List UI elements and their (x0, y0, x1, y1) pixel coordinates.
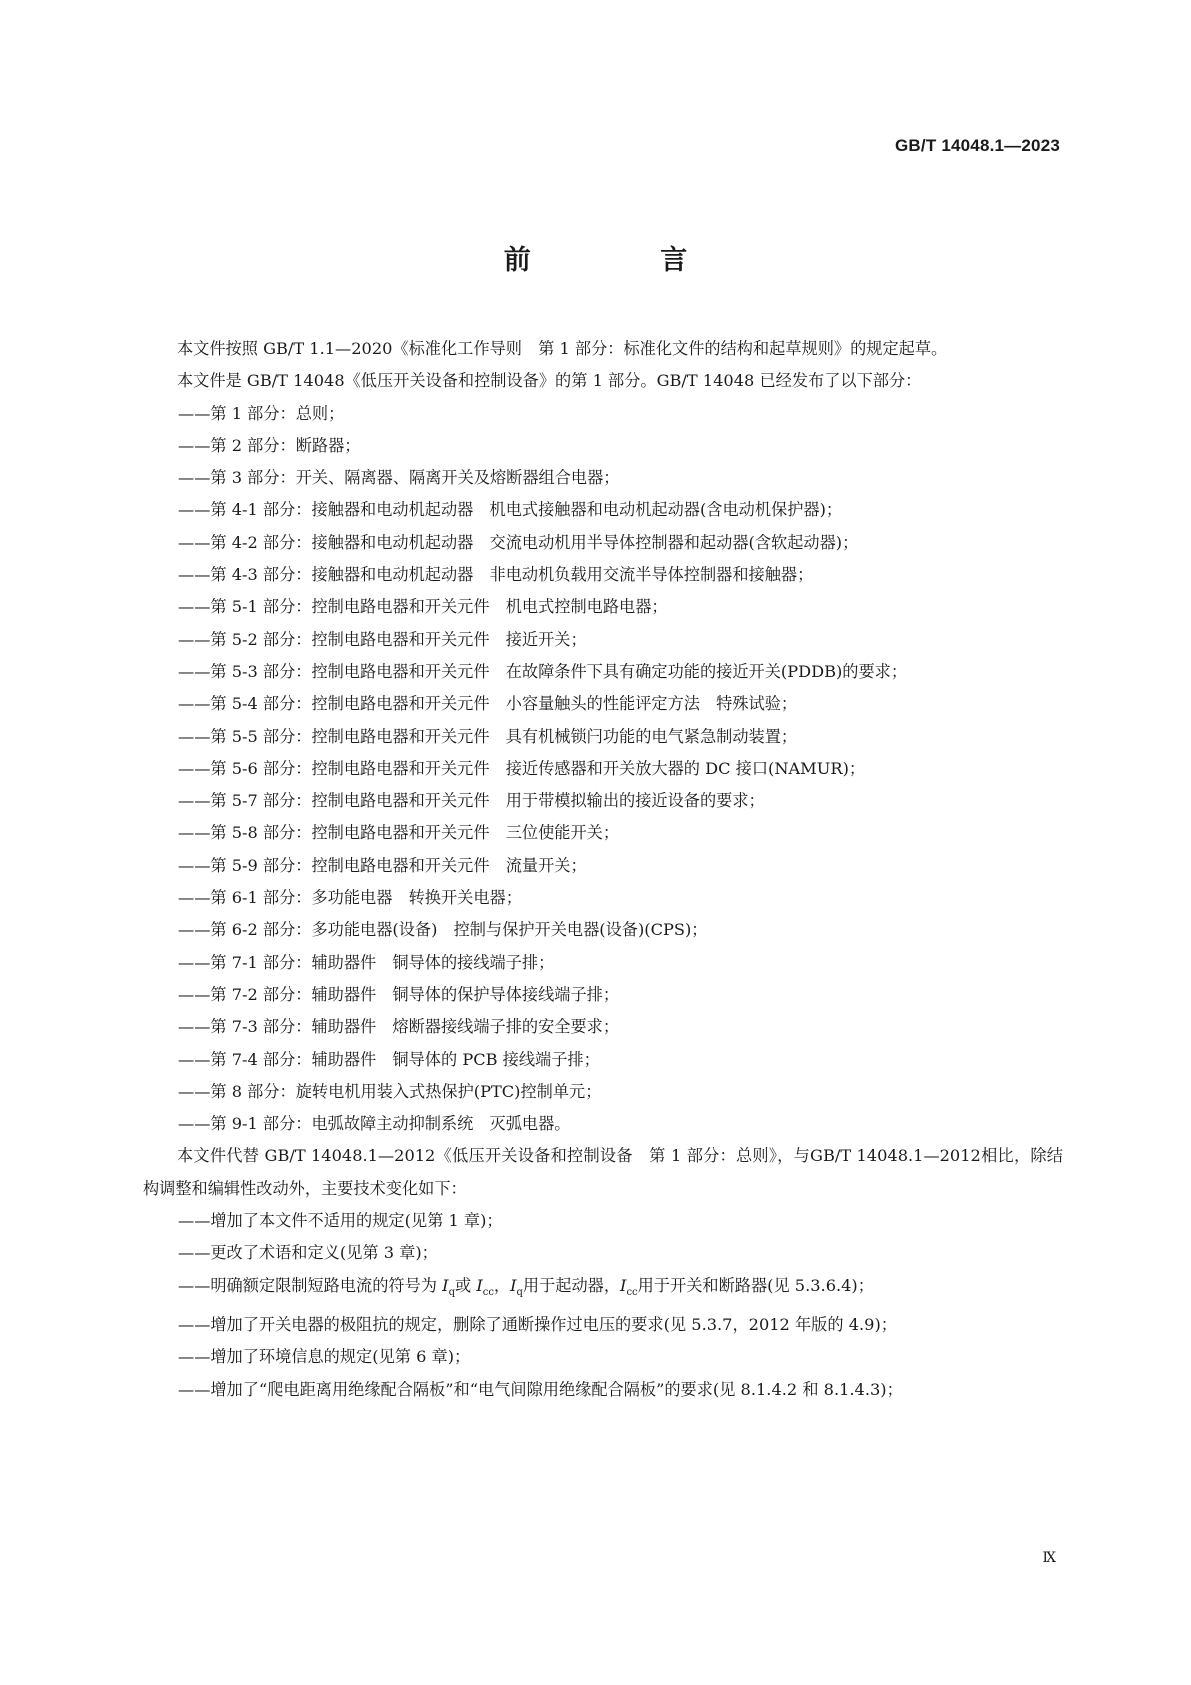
list-item: ——第 7-3 部分：辅助器件 熔断器接线端子排的安全要求； (178, 1017, 620, 1037)
symbol: I (620, 1275, 627, 1295)
paragraph: 本文件代替 GB/T 14048.1—2012《低压开关设备和控制设备 第 1 部分：总则》，与GB/T 14048.1—2012相比，除结构调整和编辑性改动外，主要技术变化如下： (143, 1146, 1063, 1198)
list-item: ——增加了开关电器的极阻抗的规定，删除了通断操作过电压的要求(见 5.3.7，2012 年版的 4.9)； (178, 1314, 897, 1334)
list-item: ——第 1 部分：总则； (178, 403, 345, 423)
list-item: ——第 7-4 部分：辅助器件 铜导体的 PCB 接线端子排； (178, 1049, 600, 1069)
list-item: ——增加了本文件不适用的规定(见第 1 章)； (178, 1211, 503, 1231)
list-item: ——第 5-8 部分：控制电路电器和开关元件 三位使能开关； (178, 823, 620, 843)
list-item: ——第 5-9 部分：控制电路电器和开关元件 流量开关； (178, 855, 587, 875)
list-item: ——增加了“爬电距离用绝缘配合隔板”和“电气间隙用绝缘配合隔板”的要求(见 8.1.4.2 和 8.1.4.3)； (178, 1379, 903, 1399)
list-item: ——第 7-2 部分：辅助器件 铜导体的保护导体接线端子排； (178, 984, 620, 1004)
text-run: 或 (454, 1275, 477, 1295)
text-run: ， (493, 1275, 511, 1295)
page-number: Ⅸ (1042, 1550, 1056, 1566)
text-run: ——明确额定限制短路电流的符号为 (178, 1275, 443, 1295)
list-item: ——第 6-1 部分：多功能电器 转换开关电器； (178, 888, 522, 908)
list-item: ——第 5-1 部分：控制电路电器和开关元件 机电式控制电路电器； (178, 597, 668, 617)
subscript: q (448, 1286, 455, 1298)
page-title: 前 言 (503, 245, 748, 276)
document-body (143, 333, 1063, 1406)
standard-code: GB/T 14048.1—2023 (895, 136, 1060, 155)
list-item: ——第 5-7 部分：控制电路电器和开关元件 用于带模拟输出的接近设备的要求； (178, 791, 765, 811)
symbol: I (442, 1275, 449, 1295)
list-item: ——第 7-1 部分：辅助器件 铜导体的接线端子排； (178, 952, 555, 972)
list-item: ——第 5-5 部分：控制电路电器和开关元件 具有机械锁闩功能的电气紧急制动装置； (178, 726, 798, 746)
list-item: ——第 5-6 部分：控制电路电器和开关元件 接近传感器和开关放大器的 DC 接口(NAMUR)； (178, 758, 866, 778)
list-item: ——第 2 部分：断路器； (178, 435, 361, 455)
list-item (143, 1270, 1063, 1309)
symbol: I (476, 1275, 483, 1295)
symbol: I (510, 1275, 517, 1295)
list-item: ——第 3 部分：开关、隔离器、隔离开关及熔断器组合电器； (178, 468, 620, 488)
list-item: ——第 5-4 部分：控制电路电器和开关元件 小容量触头的性能评定方法 特殊试验； (178, 694, 798, 714)
list-item: ——第 4-2 部分：接触器和电动机起动器 交流电动机用半导体控制器和起动器(含软起动器)； (178, 532, 859, 552)
paragraph: 本文件按照 GB/T 1.1—2020《标准化工作导则 第 1 部分：标准化文件的结构和起草规则》的规定起草。 (177, 339, 948, 358)
list-item: ——第 5-2 部分：控制电路电器和开关元件 接近开关； (178, 629, 587, 649)
list-item: ——第 6-2 部分：多功能电器(设备) 控制与保护开关电器(设备)(CPS)； (178, 920, 708, 940)
text-run: 用于开关和断路器(见 5.3.6.4)； (637, 1275, 874, 1295)
list-item: ——第 4-1 部分：接触器和电动机起动器 机电式接触器和电动机起动器(含电动机保护器)； (178, 500, 843, 520)
list-item: ——更改了术语和定义(见第 3 章)； (178, 1243, 438, 1263)
list-item: ——第 9-1 部分：电弧故障主动抑制系统 灭弧电器。 (178, 1114, 571, 1134)
list-item: ——增加了环境信息的规定(见第 6 章)； (178, 1347, 471, 1367)
subscript: cc (626, 1286, 638, 1298)
list-item: ——第 4-3 部分：接触器和电动机起动器 非电动机负载用交流半导体控制器和接触器； (178, 565, 814, 585)
parts-list (143, 398, 1063, 1141)
paragraph: 本文件是 GB/T 14048《低压开关设备和控制设备》的第 1 部分。GB/T 14048 已经发布了以下部分： (177, 371, 922, 391)
subscript: cc (482, 1286, 494, 1298)
text-run: 用于起动器， (522, 1275, 621, 1295)
list-item: ——第 8 部分：旋转电机用装入式热保护(PTC)控制单元； (178, 1081, 602, 1101)
subscript: q (516, 1286, 523, 1298)
changes-list (143, 1205, 1063, 1406)
list-item: ——第 5-3 部分：控制电路电器和开关元件 在故障条件下具有确定功能的接近开关(PDDB)的要求； (178, 661, 908, 681)
